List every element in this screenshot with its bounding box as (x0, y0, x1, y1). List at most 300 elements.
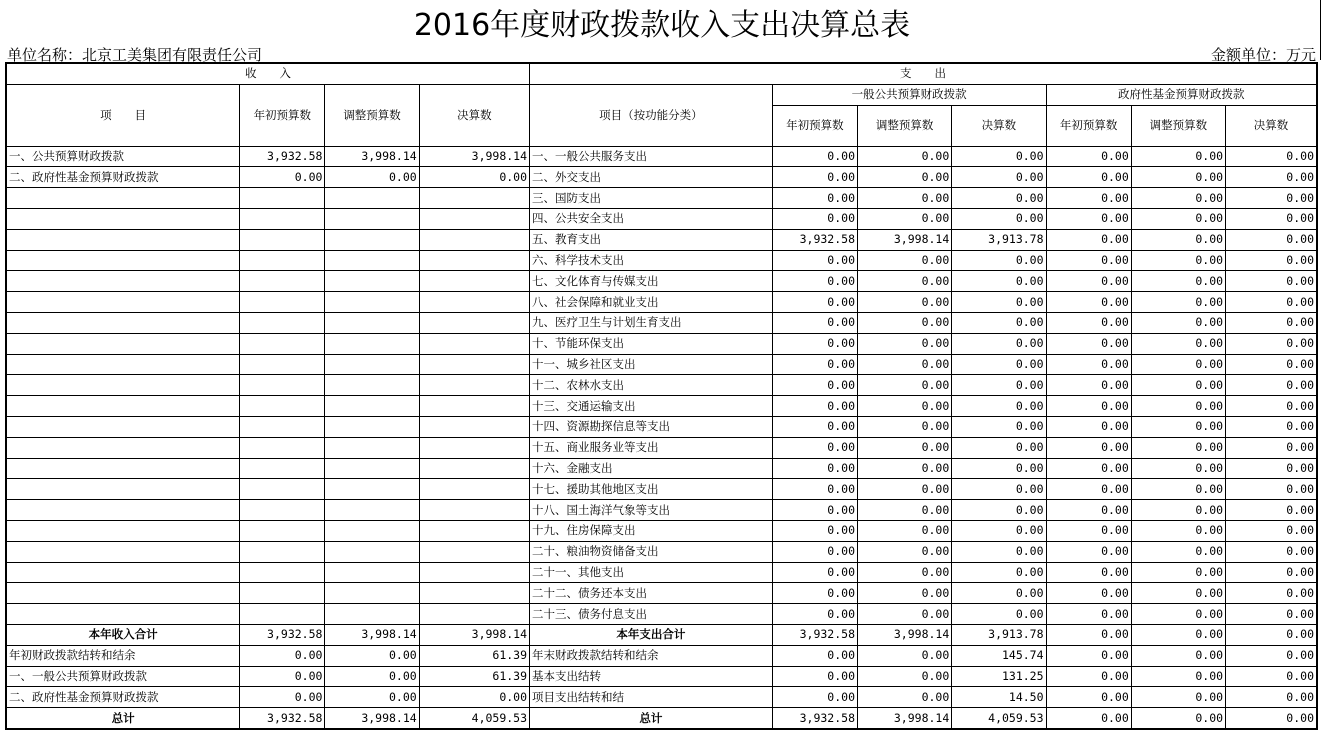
expense-value: 0.00 (1226, 396, 1317, 417)
unit-name-label: 单位名称：北京工美集团有限责任公司 (7, 46, 263, 64)
expense-value: 0.00 (1226, 167, 1317, 188)
gf-final-header: 决算数 (1226, 105, 1317, 146)
expense-value: 0.00 (772, 562, 857, 583)
income-item-name (6, 458, 240, 479)
income-item-name (6, 312, 240, 333)
expense-value: 0.00 (1131, 687, 1225, 708)
table-row (6, 708, 1317, 729)
income-item-name (6, 250, 240, 271)
income-item-name (6, 500, 240, 521)
expense-value: 0.00 (952, 604, 1046, 625)
expense-value: 0.00 (952, 583, 1046, 604)
expense-item-name: 基本支出结转 (530, 666, 773, 687)
table-row (6, 500, 1317, 521)
expense-value: 0.00 (952, 437, 1046, 458)
expense-value: 0.00 (1226, 250, 1317, 271)
expense-value: 0.00 (1226, 687, 1317, 708)
expense-value: 3,932.58 (772, 624, 857, 645)
expense-value: 0.00 (1131, 520, 1225, 541)
income-value (240, 250, 325, 271)
expense-value: 0.00 (952, 541, 1046, 562)
expense-item-name: 十六、金融支出 (530, 458, 773, 479)
expense-value: 0.00 (858, 479, 952, 500)
expense-value: 4,059.53 (952, 708, 1046, 729)
expense-value: 0.00 (1131, 437, 1225, 458)
income-value (240, 271, 325, 292)
expense-value: 0.00 (858, 520, 952, 541)
expense-item-name: 二十一、其他支出 (530, 562, 773, 583)
expense-value: 0.00 (952, 333, 1046, 354)
expense-value: 0.00 (1131, 271, 1225, 292)
expense-value: 0.00 (952, 167, 1046, 188)
table-row (6, 416, 1317, 437)
expense-value: 0.00 (858, 271, 952, 292)
income-value (419, 604, 529, 625)
income-value (325, 208, 419, 229)
income-value (419, 250, 529, 271)
expense-value: 0.00 (772, 520, 857, 541)
table-row (6, 666, 1317, 687)
expense-value: 0.00 (1131, 188, 1225, 209)
income-item-name (6, 479, 240, 500)
income-item-name: 一、公共预算财政拨款 (6, 146, 240, 167)
expense-value: 0.00 (1226, 708, 1317, 729)
expense-value: 0.00 (858, 583, 952, 604)
income-item-name: 二、政府性基金预算财政拨款 (6, 167, 240, 188)
expense-value: 0.00 (1226, 188, 1317, 209)
expense-value: 0.00 (772, 292, 857, 313)
income-value (325, 604, 419, 625)
expense-value: 0.00 (858, 396, 952, 417)
table-row (6, 375, 1317, 396)
expense-value: 0.00 (1131, 354, 1225, 375)
expense-value: 0.00 (952, 520, 1046, 541)
expense-item-name: 年末财政拨款结转和结余 (530, 645, 773, 666)
expense-value: 0.00 (952, 458, 1046, 479)
expense-item-name: 十五、商业服务业等支出 (530, 437, 773, 458)
income-value: 3,998.14 (325, 146, 419, 167)
table-row (6, 437, 1317, 458)
expense-value: 0.00 (1131, 562, 1225, 583)
income-value: 0.00 (325, 687, 419, 708)
income-value (240, 520, 325, 541)
income-value (325, 292, 419, 313)
income-value (240, 229, 325, 250)
income-value (325, 271, 419, 292)
income-item-name (6, 562, 240, 583)
expense-value: 3,932.58 (772, 229, 857, 250)
expense-value: 0.00 (858, 541, 952, 562)
table-row (6, 458, 1317, 479)
expense-value: 0.00 (772, 146, 857, 167)
expense-value: 0.00 (1046, 416, 1131, 437)
income-value: 3,932.58 (240, 624, 325, 645)
income-final-header: 决算数 (419, 84, 529, 146)
expense-value: 3,998.14 (858, 708, 952, 729)
income-value (419, 583, 529, 604)
expense-value: 0.00 (1046, 604, 1131, 625)
expense-value: 0.00 (1226, 562, 1317, 583)
expense-value: 0.00 (858, 416, 952, 437)
table-row (6, 167, 1317, 188)
income-value (325, 312, 419, 333)
income-value (419, 479, 529, 500)
income-value: 0.00 (419, 687, 529, 708)
income-value (325, 229, 419, 250)
expense-value: 0.00 (772, 416, 857, 437)
general-budget-header: 一般公共预算财政拨款 (772, 84, 1046, 105)
expense-value: 0.00 (1226, 229, 1317, 250)
expense-value: 0.00 (952, 396, 1046, 417)
expense-value: 0.00 (858, 250, 952, 271)
income-value (325, 500, 419, 521)
expense-value: 131.25 (952, 666, 1046, 687)
item-func-header: 项目（按功能分类） (530, 84, 773, 146)
gf-initial-header: 年初预算数 (1046, 105, 1131, 146)
income-item-name (6, 292, 240, 313)
expense-value: 0.00 (772, 583, 857, 604)
income-value (419, 229, 529, 250)
income-value: 3,932.58 (240, 146, 325, 167)
expense-value: 0.00 (1226, 666, 1317, 687)
expense-value: 0.00 (1046, 167, 1131, 188)
expense-value: 0.00 (858, 188, 952, 209)
income-value: 3,932.58 (240, 708, 325, 729)
expense-value: 0.00 (1046, 250, 1131, 271)
table-row (6, 208, 1317, 229)
expense-item-name: 本年支出合计 (530, 624, 773, 645)
expense-value: 0.00 (858, 292, 952, 313)
income-value (325, 437, 419, 458)
income-value: 0.00 (240, 167, 325, 188)
table-row (6, 292, 1317, 313)
expense-item-name: 七、文化体育与传媒支出 (530, 271, 773, 292)
expense-value: 0.00 (1131, 645, 1225, 666)
expense-item-name: 十三、交通运输支出 (530, 396, 773, 417)
income-value (325, 520, 419, 541)
expense-value: 0.00 (1131, 208, 1225, 229)
income-value: 4,059.53 (419, 708, 529, 729)
expense-value: 0.00 (1226, 541, 1317, 562)
expense-value: 0.00 (1046, 520, 1131, 541)
income-value (325, 250, 419, 271)
expense-value: 0.00 (772, 208, 857, 229)
income-item-name (6, 271, 240, 292)
income-item-name (6, 354, 240, 375)
expense-value: 0.00 (1046, 708, 1131, 729)
income-value: 3,998.14 (419, 624, 529, 645)
expense-value: 3,998.14 (858, 229, 952, 250)
table-row (6, 645, 1317, 666)
expense-value: 0.00 (858, 146, 952, 167)
expense-value: 0.00 (772, 458, 857, 479)
expense-value: 0.00 (772, 500, 857, 521)
expense-value: 0.00 (952, 416, 1046, 437)
gf-adjusted-header: 调整预算数 (1131, 105, 1225, 146)
expense-item-name: 九、医疗卫生与计划生育支出 (530, 312, 773, 333)
expense-item-name: 一、一般公共服务支出 (530, 146, 773, 167)
expense-value: 0.00 (1226, 604, 1317, 625)
expense-value: 0.00 (858, 167, 952, 188)
income-value (240, 437, 325, 458)
income-item-name (6, 333, 240, 354)
income-item-name: 总计 (6, 708, 240, 729)
expense-value: 0.00 (772, 312, 857, 333)
expense-value: 0.00 (1131, 333, 1225, 354)
income-value (419, 562, 529, 583)
expense-value: 0.00 (1226, 437, 1317, 458)
budget-table (5, 62, 1318, 730)
amount-unit-label: 金额单位：万元 (1210, 46, 1316, 64)
expense-value: 0.00 (858, 437, 952, 458)
expense-value: 0.00 (1046, 583, 1131, 604)
expense-value: 0.00 (1226, 146, 1317, 167)
expense-value: 0.00 (858, 687, 952, 708)
expense-value: 0.00 (772, 271, 857, 292)
income-value (419, 520, 529, 541)
expense-value: 0.00 (952, 312, 1046, 333)
table-row (6, 250, 1317, 271)
expense-value: 0.00 (1046, 666, 1131, 687)
expense-item-name: 十一、城乡社区支出 (530, 354, 773, 375)
expense-value: 0.00 (952, 562, 1046, 583)
expense-item-name: 二十、粮油物资储备支出 (530, 541, 773, 562)
income-value (419, 416, 529, 437)
income-value (240, 375, 325, 396)
gov-fund-header: 政府性基金预算财政拨款 (1046, 84, 1317, 105)
expense-value: 0.00 (1131, 458, 1225, 479)
expense-value: 0.00 (952, 292, 1046, 313)
expense-value: 0.00 (772, 437, 857, 458)
expense-value: 0.00 (858, 208, 952, 229)
gb-initial-header: 年初预算数 (772, 105, 857, 146)
expense-value: 0.00 (1046, 312, 1131, 333)
expense-value: 0.00 (1226, 416, 1317, 437)
expense-value: 0.00 (1046, 645, 1131, 666)
table-row (6, 604, 1317, 625)
income-value (419, 208, 529, 229)
expense-value: 0.00 (1131, 416, 1225, 437)
table-row (6, 271, 1317, 292)
expense-value: 3,932.58 (772, 708, 857, 729)
expense-value: 0.00 (1131, 541, 1225, 562)
expense-value: 0.00 (858, 354, 952, 375)
expense-value: 0.00 (1046, 333, 1131, 354)
income-item-name: 二、政府性基金预算财政拨款 (6, 687, 240, 708)
expense-value: 0.00 (1226, 624, 1317, 645)
expense-value: 0.00 (1046, 687, 1131, 708)
expense-value: 0.00 (1131, 604, 1225, 625)
expense-value: 0.00 (1046, 562, 1131, 583)
expense-value: 0.00 (1046, 188, 1131, 209)
income-value (325, 583, 419, 604)
expense-value: 0.00 (858, 500, 952, 521)
expense-value: 0.00 (858, 604, 952, 625)
income-item-name (6, 604, 240, 625)
expense-value: 0.00 (858, 375, 952, 396)
expense-value: 0.00 (1046, 500, 1131, 521)
table-row (6, 229, 1317, 250)
income-value (419, 375, 529, 396)
expense-value: 0.00 (1131, 666, 1225, 687)
expense-value: 0.00 (1226, 375, 1317, 396)
expense-value: 0.00 (952, 375, 1046, 396)
expense-value: 0.00 (952, 146, 1046, 167)
expense-value: 0.00 (772, 396, 857, 417)
expense-value: 0.00 (772, 250, 857, 271)
expense-value: 0.00 (952, 271, 1046, 292)
expense-value: 0.00 (858, 666, 952, 687)
income-value (240, 416, 325, 437)
expense-value: 0.00 (1131, 292, 1225, 313)
expense-item-name: 十、节能环保支出 (530, 333, 773, 354)
income-value: 0.00 (240, 687, 325, 708)
income-item-name (6, 520, 240, 541)
expense-value: 14.50 (952, 687, 1046, 708)
income-value (240, 354, 325, 375)
expense-value: 0.00 (1131, 312, 1225, 333)
table-row (6, 333, 1317, 354)
expense-value: 0.00 (772, 375, 857, 396)
expense-value: 0.00 (772, 333, 857, 354)
expense-value: 0.00 (858, 458, 952, 479)
income-value (325, 188, 419, 209)
income-item-name (6, 375, 240, 396)
income-value (419, 292, 529, 313)
expense-value: 0.00 (1046, 396, 1131, 417)
income-value: 0.00 (419, 167, 529, 188)
income-value (240, 458, 325, 479)
expense-header: 支 出 (530, 63, 1317, 84)
expense-item-name: 四、公共安全支出 (530, 208, 773, 229)
income-value (419, 541, 529, 562)
income-value (240, 604, 325, 625)
expense-item-name: 二十二、债务还本支出 (530, 583, 773, 604)
expense-value: 0.00 (1131, 708, 1225, 729)
income-item-name (6, 416, 240, 437)
expense-value: 0.00 (858, 333, 952, 354)
expense-value: 0.00 (1226, 500, 1317, 521)
income-value (419, 271, 529, 292)
expense-value: 0.00 (1046, 208, 1131, 229)
income-value (325, 416, 419, 437)
expense-value: 0.00 (1131, 146, 1225, 167)
expense-item-name: 三、国防支出 (530, 188, 773, 209)
income-initial-header: 年初预算数 (240, 84, 325, 146)
expense-value: 0.00 (1226, 354, 1317, 375)
income-value (325, 375, 419, 396)
expense-value: 0.00 (772, 666, 857, 687)
page-title: 2016年度财政拨款收入支出决算总表 (413, 8, 911, 43)
expense-value: 0.00 (1226, 292, 1317, 313)
table-row (6, 687, 1317, 708)
expense-value: 0.00 (1131, 624, 1225, 645)
expense-value: 0.00 (1131, 375, 1225, 396)
expense-value: 0.00 (772, 604, 857, 625)
gb-final-header: 决算数 (952, 105, 1046, 146)
income-value: 3,998.14 (419, 146, 529, 167)
expense-value: 0.00 (858, 562, 952, 583)
income-value (325, 562, 419, 583)
expense-value: 0.00 (1046, 479, 1131, 500)
expense-value: 0.00 (772, 645, 857, 666)
income-value (419, 458, 529, 479)
expense-item-name: 六、科学技术支出 (530, 250, 773, 271)
expense-value: 0.00 (1226, 312, 1317, 333)
income-value: 3,998.14 (325, 624, 419, 645)
expense-value: 0.00 (772, 479, 857, 500)
income-value: 61.39 (419, 645, 529, 666)
expense-item-name: 二、外交支出 (530, 167, 773, 188)
expense-item-name: 二十三、债务付息支出 (530, 604, 773, 625)
header-row-1 (6, 63, 1317, 84)
expense-value: 0.00 (1226, 645, 1317, 666)
income-value (325, 396, 419, 417)
income-item-name (6, 188, 240, 209)
income-value (240, 562, 325, 583)
income-item-name (6, 208, 240, 229)
expense-value: 0.00 (952, 188, 1046, 209)
expense-value: 0.00 (1226, 458, 1317, 479)
income-value (240, 541, 325, 562)
expense-value: 0.00 (858, 645, 952, 666)
expense-value: 0.00 (1226, 479, 1317, 500)
header-row-2 (6, 84, 1317, 105)
expense-value: 0.00 (952, 500, 1046, 521)
expense-value: 0.00 (1046, 229, 1131, 250)
expense-value: 145.74 (952, 645, 1046, 666)
table-row (6, 520, 1317, 541)
item-header: 项 目 (6, 84, 240, 146)
expense-value: 3,913.78 (952, 624, 1046, 645)
table-row (6, 396, 1317, 417)
income-value (325, 479, 419, 500)
expense-value: 0.00 (1131, 250, 1225, 271)
income-value (419, 354, 529, 375)
income-value: 0.00 (325, 167, 419, 188)
expense-item-name: 十四、资源勘探信息等支出 (530, 416, 773, 437)
expense-value: 0.00 (952, 479, 1046, 500)
income-value (240, 479, 325, 500)
income-value (419, 396, 529, 417)
income-value (419, 333, 529, 354)
table-row (6, 541, 1317, 562)
income-item-name: 本年收入合计 (6, 624, 240, 645)
expense-item-name: 十二、农林水支出 (530, 375, 773, 396)
expense-value: 0.00 (772, 188, 857, 209)
income-item-name (6, 437, 240, 458)
income-value (240, 333, 325, 354)
income-item-name: 一、一般公共预算财政拨款 (6, 666, 240, 687)
table-row (6, 583, 1317, 604)
expense-value: 0.00 (1226, 520, 1317, 541)
income-value (240, 500, 325, 521)
income-value: 0.00 (325, 666, 419, 687)
income-value (240, 292, 325, 313)
income-value: 0.00 (240, 666, 325, 687)
income-value (240, 396, 325, 417)
income-value (325, 333, 419, 354)
income-item-name (6, 583, 240, 604)
right-edge-line (1320, 0, 1321, 60)
expense-item-name: 总计 (530, 708, 773, 729)
expense-value: 0.00 (1046, 271, 1131, 292)
income-value (325, 458, 419, 479)
income-item-name: 年初财政拨款结转和结余 (6, 645, 240, 666)
expense-value: 0.00 (772, 687, 857, 708)
income-value (419, 312, 529, 333)
income-value: 61.39 (419, 666, 529, 687)
